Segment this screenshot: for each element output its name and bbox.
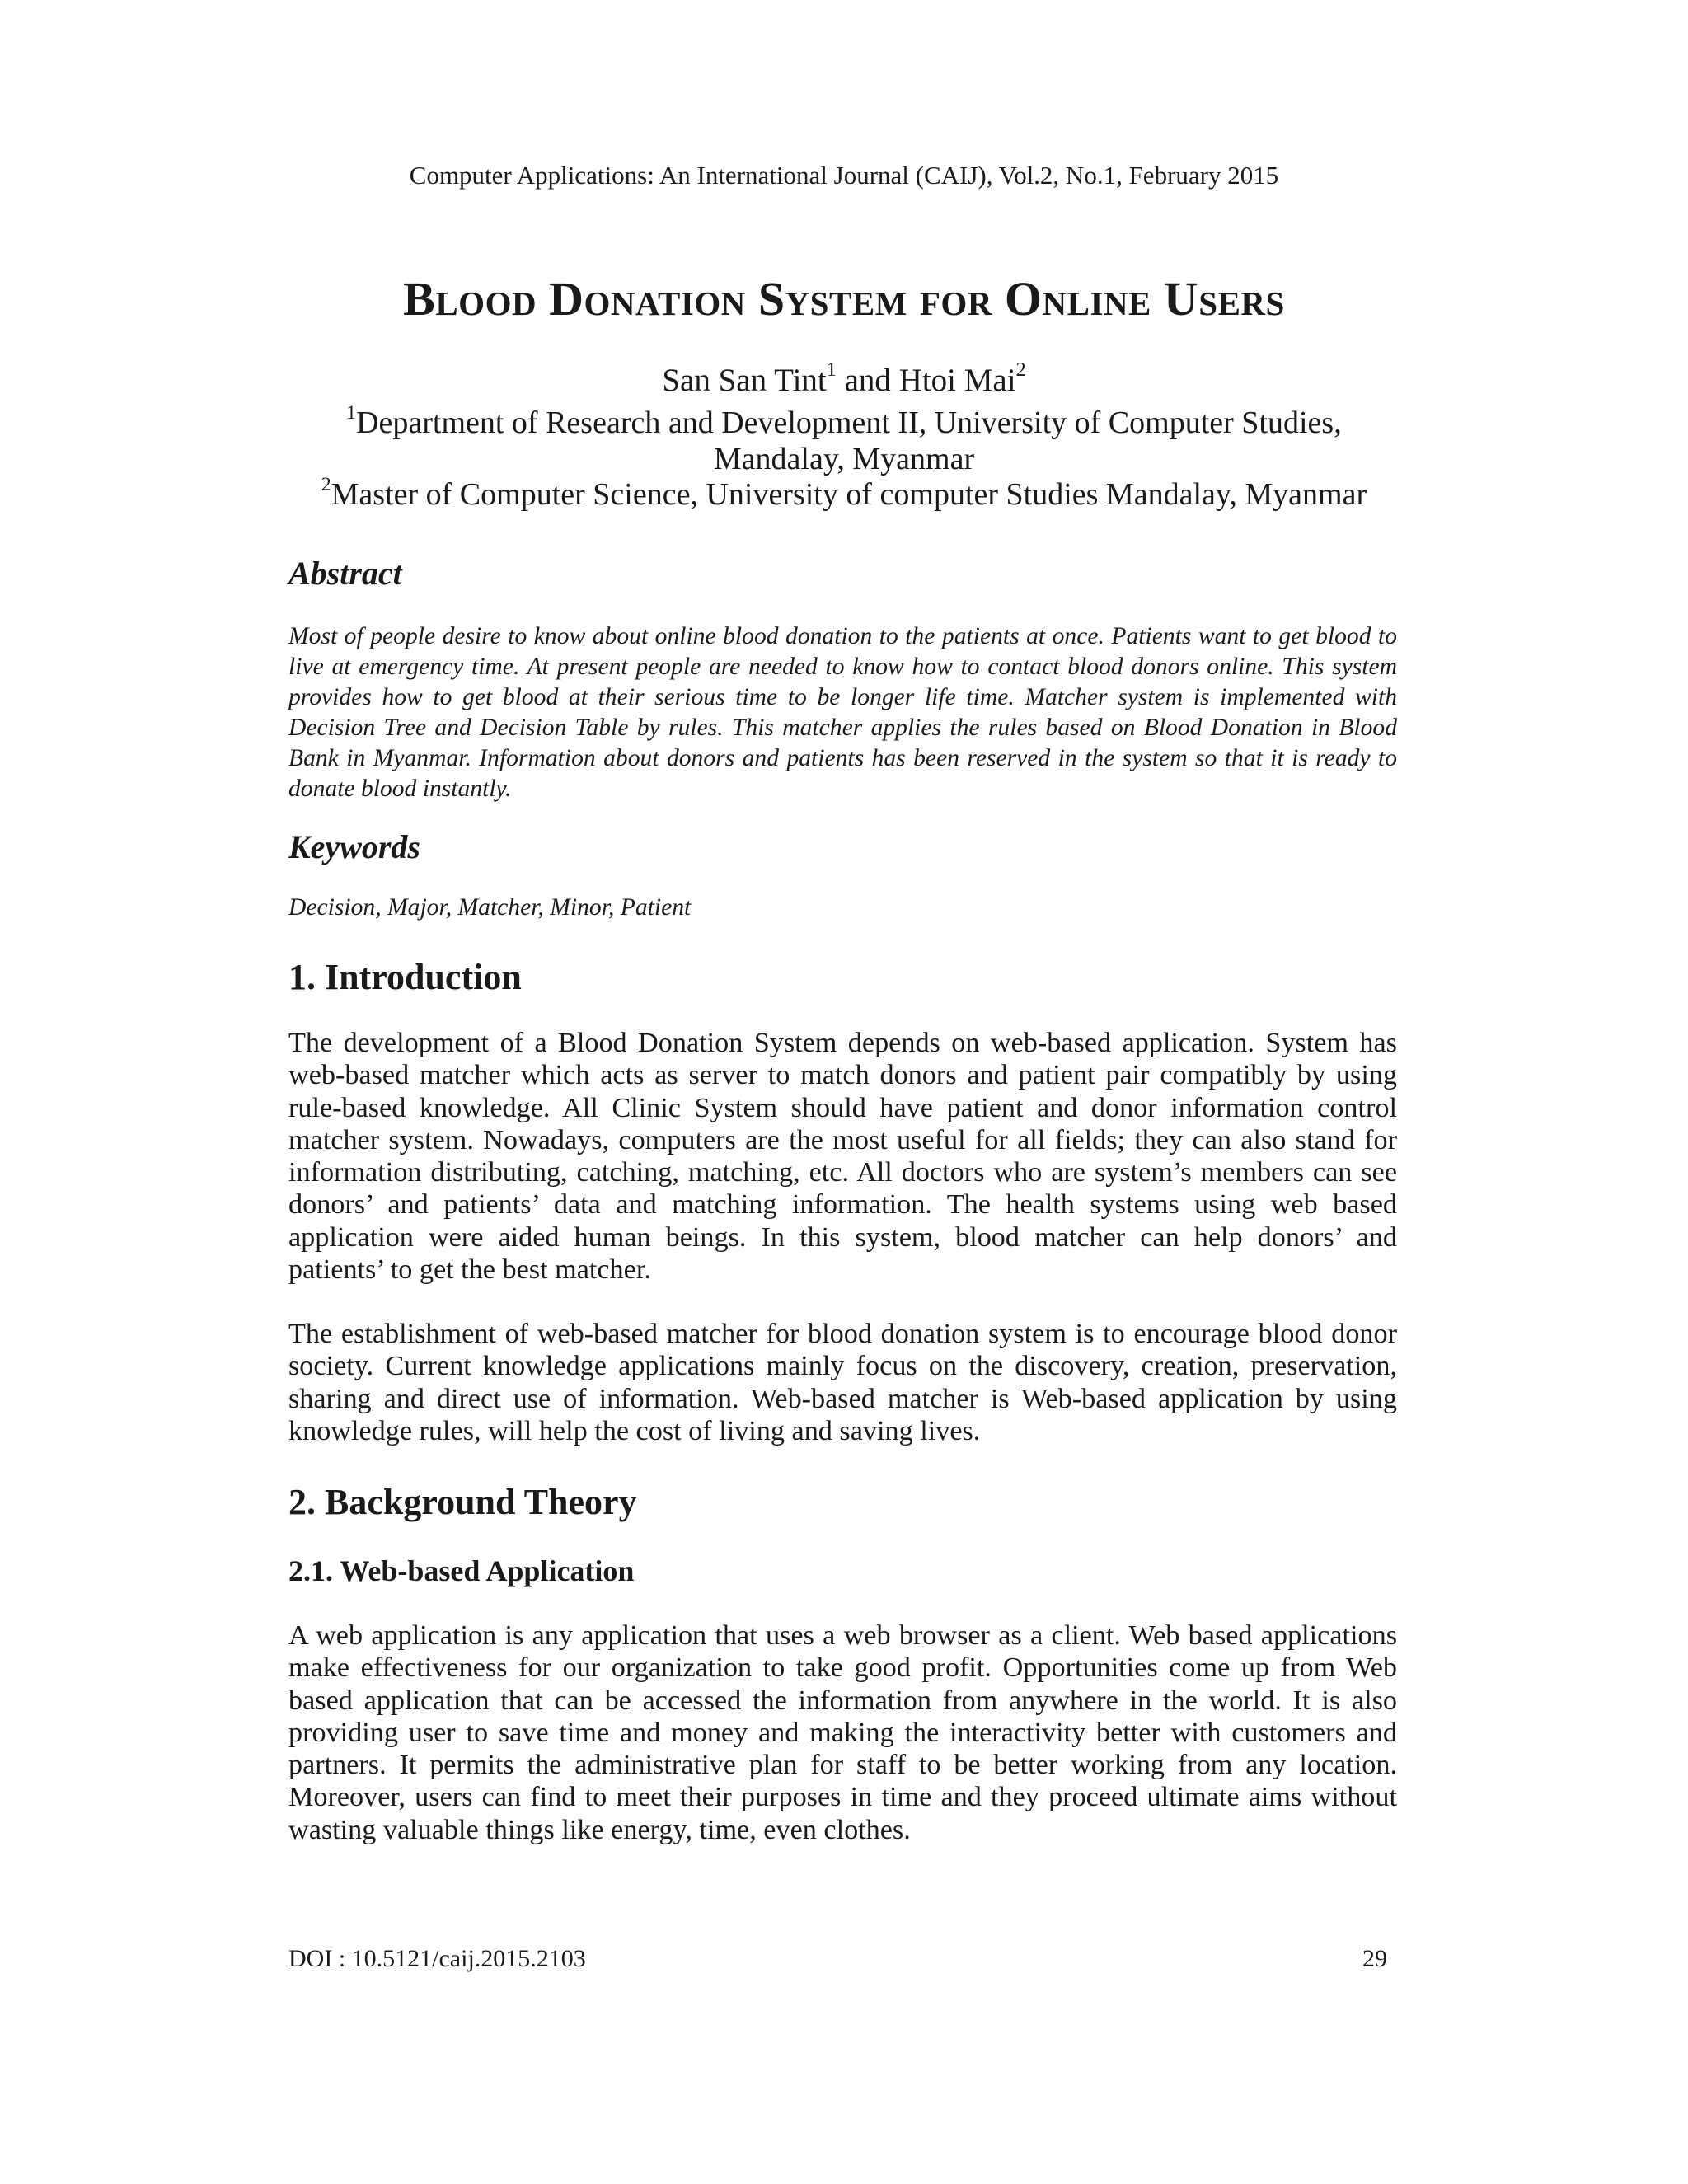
author-conjunction: and	[836, 363, 899, 398]
section-heading-introduction: 1. Introduction	[288, 957, 522, 997]
page-number: 29	[1362, 1945, 1387, 1972]
affiliation-1-line-2: Mandalay, Myanmar	[713, 442, 975, 476]
introduction-paragraph-1: The development of a Blood Donation System depends on web-based application. System has web-based matcher which acts as server to match donors and patient pair compatibly by using rule-based knowledge. All Clinic System should have patient and donor information control matcher system. Nowadays, computers are the most useful for all fields; they can also stand for information distributing, catching, matching, etc. All doctors who are system’s members can see donors’ and patients’ data and matching information. The health systems using web based application were aided human beings. In this system, blood matcher can help donors’ and patients’ to get the best matcher.	[288, 1028, 1397, 1286]
affiliation-marker: 2	[321, 473, 331, 495]
web-based-application-paragraph: A web application is any application that uses a web browser as a client. Web based applications make effectiveness for our organization to take good profit. Opportunities come up from Web based application that can be accessed the information from anywhere in the world. It is also providing user to save time and money and making the interactivity better with customers and partners. It permits the administrative plan for staff to be better working from any location. Moreover, users can find to meet their purposes in time and they proceed ultimate aims without wasting valuable things like energy, time, even clothes.	[288, 1620, 1397, 1845]
keywords-heading: Keywords	[288, 828, 420, 865]
affiliation-2	[0, 473, 1688, 513]
subsection-heading-web-based-application: 2.1. Web-based Application	[288, 1554, 635, 1587]
author-line	[0, 359, 1688, 399]
affiliation-1-line-1	[0, 401, 1688, 441]
affiliation-marker: 2	[1015, 359, 1026, 382]
section-heading-background-theory: 2. Background Theory	[288, 1482, 637, 1522]
abstract-heading: Abstract	[288, 555, 402, 592]
introduction-paragraph-2: The establishment of web-based matcher for blood donation system is to encourage blood donor society. Current knowledge applications mainly focus on the discovery, creation, preservation, sharing and direct use of information. Web-based matcher is Web-based application by using knowledge rules, will help the cost of living and saving lives.	[288, 1319, 1397, 1446]
author-name: Htoi Mai	[898, 363, 1016, 398]
affiliation-text: Department of Research and Development II, University of Computer Studies,	[356, 405, 1342, 440]
author-name: San San Tint	[662, 363, 827, 398]
affiliation-marker: 1	[346, 401, 357, 424]
paper-title: Blood Donation System for Online Users	[403, 272, 1285, 326]
affiliation-text: Master of Computer Science, University of computer Studies Mandalay, Myanmar	[331, 477, 1367, 512]
journal-running-header: Computer Applications: An International Journal (CAIJ), Vol.2, No.1, February 2015	[409, 161, 1279, 190]
abstract-text: Most of people desire to know about online blood donation to the patients at once. Patients want to get blood to live at emergency time. At present people are needed to know how to contact blood donors online. This system provides how to get blood at their serious time to be longer life time. Matcher system is implemented with Decision Tree and Decision Table by rules. This matcher applies the rules based on Blood Donation in Blood Bank in Myanmar. Information about donors and patients has been reserved in the system so that it is ready to donate blood instantly.	[288, 623, 1397, 802]
affiliation-marker: 1	[826, 359, 837, 382]
keywords-text: Decision, Major, Matcher, Minor, Patient	[288, 894, 692, 921]
footer-doi: DOI : 10.5121/caij.2015.2103	[288, 1945, 586, 1972]
